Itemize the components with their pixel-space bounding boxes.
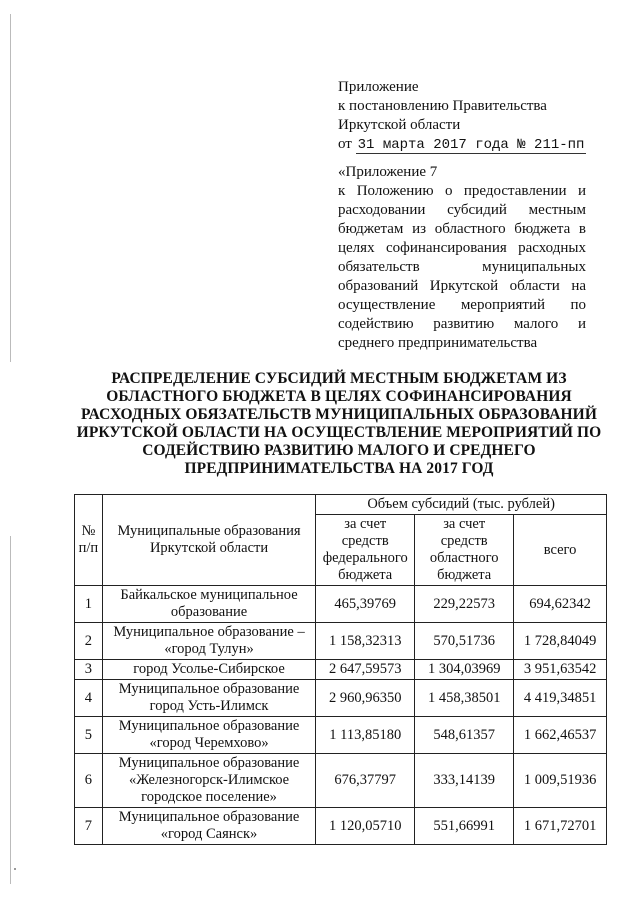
row-regional: 548,61357 xyxy=(415,717,514,754)
row-regional: 1 304,03969 xyxy=(415,660,514,680)
table-row xyxy=(75,623,607,660)
row-name: Муниципальное образование «город Саянск» xyxy=(102,808,315,845)
table-row xyxy=(75,680,607,717)
row-total: 4 419,34851 xyxy=(514,680,607,717)
header-federal: за счет средств федерального бюджета xyxy=(316,515,415,586)
row-regional: 551,66991 xyxy=(415,808,514,845)
header-regional: за счет средств областного бюджета xyxy=(415,515,514,586)
table-row xyxy=(75,808,607,845)
row-total: 1 671,72701 xyxy=(514,808,607,845)
approval-line-3: Иркутской области xyxy=(338,117,461,133)
table-header xyxy=(75,495,607,586)
row-regional: 1 458,38501 xyxy=(415,680,514,717)
row-federal: 465,39769 xyxy=(316,586,415,623)
header-volume-group: Объем субсидий (тыс. рублей) xyxy=(316,495,607,515)
table-row xyxy=(75,586,607,623)
row-num: 2 xyxy=(75,623,103,660)
table-row xyxy=(75,754,607,808)
annex-block xyxy=(338,163,586,353)
row-name: Муниципальное образование «город Черемхово» xyxy=(102,717,315,754)
row-name: Муниципальное образование «Железногорск-Илимское городское поселение» xyxy=(102,754,315,808)
row-regional: 229,22573 xyxy=(415,586,514,623)
row-num: 1 xyxy=(75,586,103,623)
row-name: Муниципальное образование город Усть-Илимск xyxy=(102,680,315,717)
table-row xyxy=(75,717,607,754)
scan-speck xyxy=(14,868,16,870)
row-name: Муниципальное образование – «город Тулун» xyxy=(102,623,315,660)
row-num: 6 xyxy=(75,754,103,808)
row-federal: 1 158,32313 xyxy=(316,623,415,660)
approval-block xyxy=(338,78,598,155)
approval-line-2: к постановлению Правительства xyxy=(338,98,547,114)
row-num: 4 xyxy=(75,680,103,717)
annex-title: «Приложение 7 xyxy=(338,164,438,180)
row-num: 5 xyxy=(75,717,103,754)
row-total: 694,62342 xyxy=(514,586,607,623)
row-federal: 2 647,59573 xyxy=(316,660,415,680)
row-num: 3 xyxy=(75,660,103,680)
document-heading: РАСПРЕДЕЛЕНИЕ СУБСИДИЙ МЕСТНЫМ БЮДЖЕТАМ ИЗ ОБЛАСТНОГО БЮДЖЕТА В ЦЕЛЯХ СОФИНАНСИРОВАНИЯ РАСХОДНЫХ ОБЯЗАТЕЛЬСТВ МУНИЦИПАЛЬНЫХ ОБРАЗОВАНИЙ ИРКУТСКОЙ ОБЛАСТИ НА ОСУЩЕСТВЛЕНИЕ МЕРОПРИЯТИЙ ПО СОДЕЙСТВИЮ РАЗВИТИЮ МАЛОГО И СРЕДНЕГО ПРЕДПРИНИМАТЕЛЬСТВА НА 2017 ГОД xyxy=(76,370,602,477)
row-regional: 570,51736 xyxy=(415,623,514,660)
approval-date: 31 марта 2017 года № 211-пп xyxy=(357,137,585,153)
row-name: Байкальское муниципальное образование xyxy=(102,586,315,623)
header-num: № п/п xyxy=(75,495,103,586)
row-federal: 2 960,96350 xyxy=(316,680,415,717)
row-total: 1 728,84049 xyxy=(514,623,607,660)
row-num: 7 xyxy=(75,808,103,845)
scan-margin-line xyxy=(10,14,11,884)
row-name: город Усолье-Сибирское xyxy=(102,660,315,680)
subsidy-table xyxy=(74,494,607,845)
row-total: 1 662,46537 xyxy=(514,717,607,754)
row-total: 1 009,51936 xyxy=(514,754,607,808)
row-federal: 676,37797 xyxy=(316,754,415,808)
row-regional: 333,14139 xyxy=(415,754,514,808)
header-municipality: Муниципальные образования Иркутской области xyxy=(102,495,315,586)
row-federal: 1 120,05710 xyxy=(316,808,415,845)
approval-line-4 xyxy=(338,135,598,155)
annex-body: к Положению о предоставлении и расходовании субсидий местным бюджетам из областного бюджета в целях софинансирования расходных обязательств муниципальных образований Иркутской области на осуществление мероприятий по содействию развитию малого и среднего предпринимательства xyxy=(338,183,586,351)
table-row xyxy=(75,660,607,680)
approval-line-1: Приложение xyxy=(338,79,419,95)
header-total: всего xyxy=(514,515,607,586)
row-federal: 1 113,85180 xyxy=(316,717,415,754)
row-total: 3 951,63542 xyxy=(514,660,607,680)
approval-date-prefix: от xyxy=(338,136,352,152)
